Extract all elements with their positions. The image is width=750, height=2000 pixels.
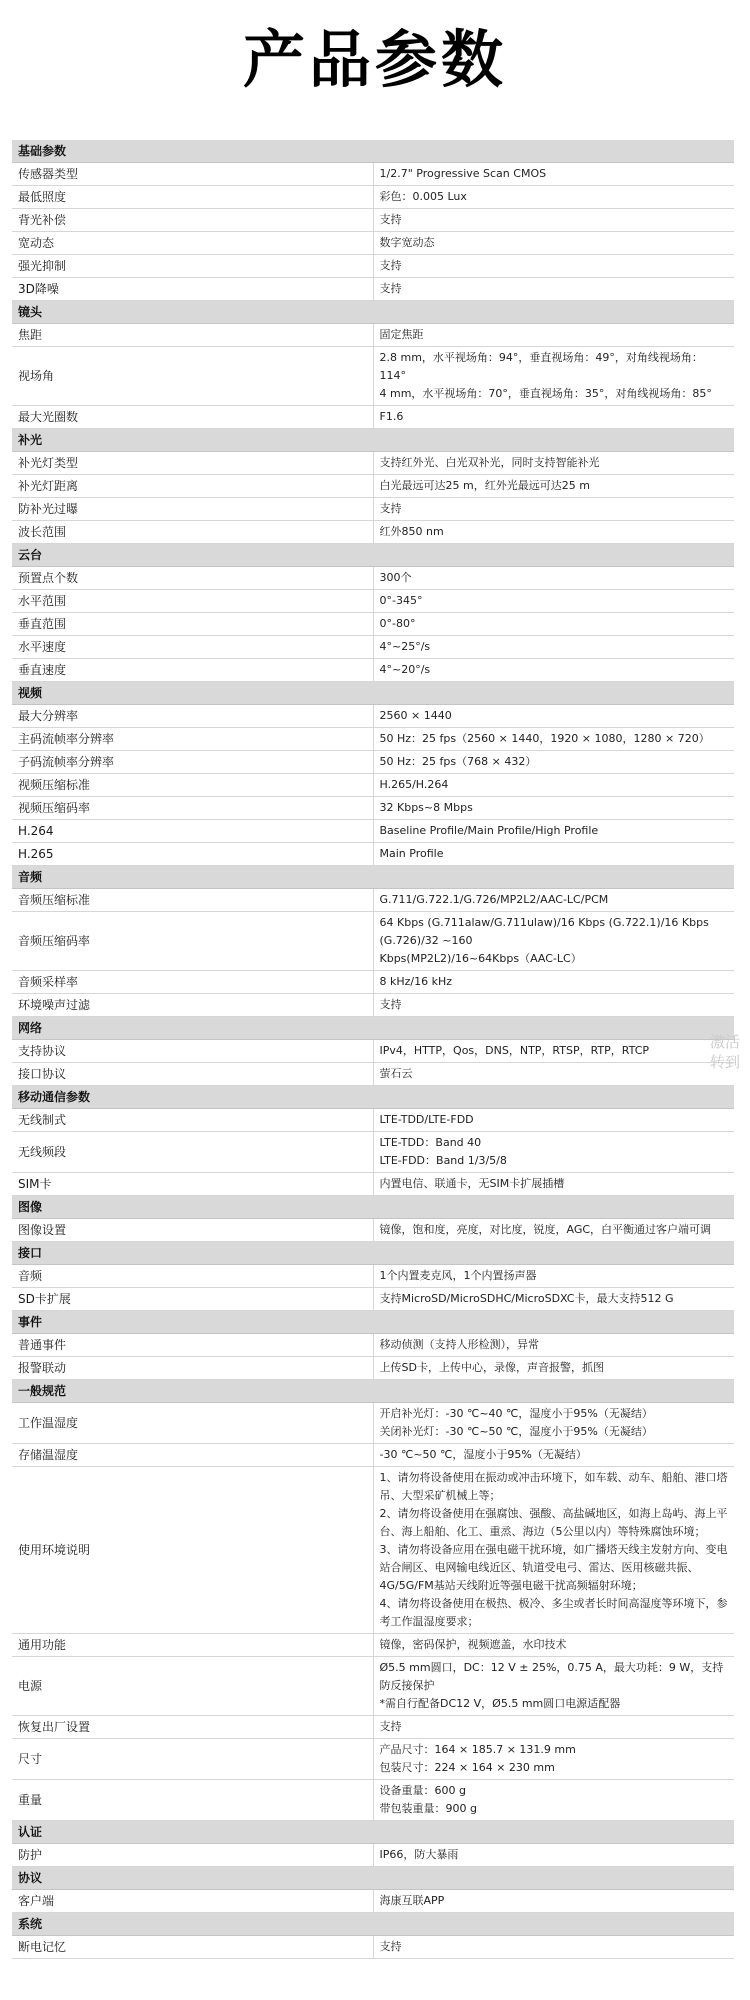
spec-label: 通用功能 — [12, 1634, 373, 1657]
spec-label: 普通事件 — [12, 1334, 373, 1357]
spec-row — [12, 774, 734, 797]
spec-row — [12, 521, 734, 544]
page-title: 产品参数 — [242, 23, 507, 96]
spec-label: 环境噪声过滤 — [12, 994, 373, 1017]
spec-value: 8 kHz/16 kHz — [373, 971, 734, 994]
spec-row — [12, 728, 734, 751]
spec-row — [12, 751, 734, 774]
spec-label: 音频采样率 — [12, 971, 373, 994]
spec-label: 背光补偿 — [12, 209, 373, 232]
spec-row — [12, 475, 734, 498]
spec-row — [12, 1890, 734, 1913]
spec-label: 防护 — [12, 1844, 373, 1867]
section-header-row — [12, 140, 734, 163]
spec-row — [12, 163, 734, 186]
spec-value: 支持 — [373, 255, 734, 278]
spec-label: 主码流帧率分辨率 — [12, 728, 373, 751]
spec-value: 产品尺寸：164 × 185.7 × 131.9 mm 包装尺寸：224 × 164 × 230 mm — [373, 1739, 734, 1780]
spec-value: 支持 — [373, 209, 734, 232]
spec-label: 报警联动 — [12, 1357, 373, 1380]
spec-value: 海康互联APP — [373, 1890, 734, 1913]
spec-row — [12, 255, 734, 278]
section-title: 协议 — [12, 1867, 734, 1890]
spec-row — [12, 971, 734, 994]
section-header-row — [12, 682, 734, 705]
spec-row — [12, 1063, 734, 1086]
spec-label: 无线制式 — [12, 1109, 373, 1132]
section-title: 基础参数 — [12, 140, 734, 163]
section-header-row — [12, 866, 734, 889]
spec-value: IPv4，HTTP，Qos，DNS，NTP，RTSP，RTP，RTCP — [373, 1040, 734, 1063]
spec-value: Baseline Profile/Main Profile/High Profile — [373, 820, 734, 843]
spec-value: 固定焦距 — [373, 324, 734, 347]
spec-row — [12, 994, 734, 1017]
spec-value: 50 Hz：25 fps（2560 × 1440，1920 × 1080，1280 × 720） — [373, 728, 734, 751]
spec-label: 预置点个数 — [12, 567, 373, 590]
spec-row — [12, 1040, 734, 1063]
spec-label: 重量 — [12, 1780, 373, 1821]
section-header-row — [12, 1196, 734, 1219]
spec-row — [12, 406, 734, 429]
spec-label: 支持协议 — [12, 1040, 373, 1063]
spec-value: LTE-TDD/LTE-FDD — [373, 1109, 734, 1132]
spec-table-body — [12, 140, 734, 1959]
spec-value: 设备重量：600 g 带包装重量：900 g — [373, 1780, 734, 1821]
spec-value: 内置电信、联通卡，无SIM卡扩展插槽 — [373, 1173, 734, 1196]
spec-label: 音频 — [12, 1265, 373, 1288]
spec-label: 视场角 — [12, 347, 373, 406]
spec-value: 支持 — [373, 994, 734, 1017]
spec-value: Main Profile — [373, 843, 734, 866]
spec-row — [12, 613, 734, 636]
spec-label: 传感器类型 — [12, 163, 373, 186]
spec-row — [12, 1288, 734, 1311]
spec-value: 4°~20°/s — [373, 659, 734, 682]
spec-label: 接口协议 — [12, 1063, 373, 1086]
section-header-row — [12, 1086, 734, 1109]
spec-row — [12, 1634, 734, 1657]
spec-row — [12, 705, 734, 728]
spec-row — [12, 590, 734, 613]
section-header-row — [12, 1017, 734, 1040]
spec-value: 支持 — [373, 498, 734, 521]
spec-row — [12, 1936, 734, 1959]
spec-value: 4°~25°/s — [373, 636, 734, 659]
spec-value: 上传SD卡，上传中心，录像，声音报警，抓图 — [373, 1357, 734, 1380]
spec-row — [12, 1657, 734, 1716]
spec-value: 300个 — [373, 567, 734, 590]
section-header-row — [12, 1242, 734, 1265]
section-header-row — [12, 1821, 734, 1844]
spec-label: SD卡扩展 — [12, 1288, 373, 1311]
spec-value: 镜像，密码保护，视频遮盖，水印技术 — [373, 1634, 734, 1657]
section-title: 镜头 — [12, 301, 734, 324]
spec-label: 最大分辨率 — [12, 705, 373, 728]
spec-value: Ø5.5 mm圆口，DC：12 V ± 25%，0.75 A，最大功耗：9 W，支持防反接保护 *需自行配备DC12 V，Ø5.5 mm圆口电源适配器 — [373, 1657, 734, 1716]
spec-label: 水平速度 — [12, 636, 373, 659]
spec-label: 补光灯类型 — [12, 452, 373, 475]
spec-label: 视频压缩标准 — [12, 774, 373, 797]
spec-row — [12, 1716, 734, 1739]
section-header-row — [12, 429, 734, 452]
spec-value: -30 ℃~50 ℃，湿度小于95%（无凝结） — [373, 1444, 734, 1467]
spec-value: H.265/H.264 — [373, 774, 734, 797]
section-title: 一般规范 — [12, 1380, 734, 1403]
spec-row — [12, 843, 734, 866]
spec-table — [12, 140, 734, 1959]
spec-row — [12, 209, 734, 232]
spec-value: 64 Kbps (G.711alaw/G.711ulaw)/16 Kbps (G.722.1)/16 Kbps (G.726)/32 ~160 Kbps(MP2L2)/16~64Kbps（AAC-LC） — [373, 912, 734, 971]
section-header-row — [12, 1380, 734, 1403]
spec-label: H.265 — [12, 843, 373, 866]
spec-label: 垂直范围 — [12, 613, 373, 636]
spec-value: 2560 × 1440 — [373, 705, 734, 728]
section-title: 系统 — [12, 1913, 734, 1936]
section-title: 网络 — [12, 1017, 734, 1040]
section-header-row — [12, 301, 734, 324]
spec-row — [12, 1467, 734, 1634]
spec-row — [12, 1780, 734, 1821]
spec-label: SIM卡 — [12, 1173, 373, 1196]
spec-label: 断电记忆 — [12, 1936, 373, 1959]
spec-row — [12, 797, 734, 820]
spec-value: 0°-80° — [373, 613, 734, 636]
spec-value: 数字宽动态 — [373, 232, 734, 255]
spec-label: 补光灯距离 — [12, 475, 373, 498]
section-title: 认证 — [12, 1821, 734, 1844]
spec-label: 无线频段 — [12, 1132, 373, 1173]
spec-value: 32 Kbps~8 Mbps — [373, 797, 734, 820]
section-title: 图像 — [12, 1196, 734, 1219]
spec-label: 音频压缩码率 — [12, 912, 373, 971]
spec-value: LTE-TDD：Band 40 LTE-FDD：Band 1/3/5/8 — [373, 1132, 734, 1173]
spec-label: 垂直速度 — [12, 659, 373, 682]
spec-label: 图像设置 — [12, 1219, 373, 1242]
spec-row — [12, 232, 734, 255]
section-header-row — [12, 1311, 734, 1334]
spec-row — [12, 1403, 734, 1444]
spec-value: 彩色：0.005 Lux — [373, 186, 734, 209]
spec-label: 电源 — [12, 1657, 373, 1716]
spec-row — [12, 278, 734, 301]
spec-row — [12, 889, 734, 912]
section-header-row — [12, 544, 734, 567]
spec-label: 波长范围 — [12, 521, 373, 544]
spec-label: 工作温湿度 — [12, 1403, 373, 1444]
spec-value: 镜像，饱和度，亮度，对比度，锐度，AGC，白平衡通过客户端可调 — [373, 1219, 734, 1242]
spec-label: 焦距 — [12, 324, 373, 347]
section-header-row — [12, 1913, 734, 1936]
spec-label: 尺寸 — [12, 1739, 373, 1780]
spec-value: IP66，防大暴雨 — [373, 1844, 734, 1867]
spec-row — [12, 1357, 734, 1380]
spec-row — [12, 1109, 734, 1132]
activation-watermark: 激活 转到 — [710, 1033, 741, 1071]
spec-value: G.711/G.722.1/G.726/MP2L2/AAC-LC/PCM — [373, 889, 734, 912]
section-title: 云台 — [12, 544, 734, 567]
spec-label: 存储温湿度 — [12, 1444, 373, 1467]
spec-value: 1个内置麦克风，1个内置扬声器 — [373, 1265, 734, 1288]
spec-row — [12, 567, 734, 590]
spec-row — [12, 1334, 734, 1357]
spec-label: 客户端 — [12, 1890, 373, 1913]
spec-row — [12, 1444, 734, 1467]
spec-row — [12, 1844, 734, 1867]
spec-value: 2.8 mm，水平视场角：94°，垂直视场角：49°，对角线视场角：114° 4 mm，水平视场角：70°，垂直视场角：35°，对角线视场角：85° — [373, 347, 734, 406]
spec-label: 最低照度 — [12, 186, 373, 209]
spec-value: 白光最远可达25 m，红外光最远可达25 m — [373, 475, 734, 498]
spec-value: 支持 — [373, 1716, 734, 1739]
spec-value: 1/2.7" Progressive Scan CMOS — [373, 163, 734, 186]
section-title: 视频 — [12, 682, 734, 705]
spec-row — [12, 452, 734, 475]
spec-label: 3D降噪 — [12, 278, 373, 301]
spec-row — [12, 636, 734, 659]
spec-label: 宽动态 — [12, 232, 373, 255]
spec-value: 支持红外光、白光双补光，同时支持智能补光 — [373, 452, 734, 475]
spec-label: 防补光过曝 — [12, 498, 373, 521]
spec-value: 1、请勿将设备使用在振动或冲击环境下，如车载、动车、船舶、港口塔吊、大型采矿机械上等； 2、请勿将设备使用在强腐蚀、强酸、高盐碱地区，如海上岛屿、海上平台、海上船舶、化工、重烝、海边（5公里以内）等特殊腐蚀环境； 3、请勿将设备应用在强电磁干扰环境，如广播塔天线主发射方向、变电站合闸区、电网输电线近区、轨道受电弓、雷达、医用核磁共振、4G/5G/FM基站天线附近等强电磁干扰高频辐射环境； 4、请勿将设备使用在极热、极冷、多尘或者长时间高湿度等环境下，参考工作温湿度要求； — [373, 1467, 734, 1634]
spec-row — [12, 347, 734, 406]
spec-row — [12, 498, 734, 521]
spec-label: 音频压缩标准 — [12, 889, 373, 912]
spec-label: 恢复出厂设置 — [12, 1716, 373, 1739]
section-header-row — [12, 1867, 734, 1890]
spec-value: 支持 — [373, 1936, 734, 1959]
spec-label: 强光抑制 — [12, 255, 373, 278]
spec-row — [12, 1265, 734, 1288]
spec-value: 萤石云 — [373, 1063, 734, 1086]
spec-row — [12, 1173, 734, 1196]
section-title: 音频 — [12, 866, 734, 889]
spec-value: 红外850 nm — [373, 521, 734, 544]
spec-label: H.264 — [12, 820, 373, 843]
spec-row — [12, 912, 734, 971]
spec-label: 最大光圈数 — [12, 406, 373, 429]
spec-row — [12, 324, 734, 347]
spec-row — [12, 186, 734, 209]
spec-value: 开启补光灯：-30 ℃~40 ℃，湿度小于95%（无凝结） 关闭补光灯：-30 ℃~50 ℃，湿度小于95%（无凝结） — [373, 1403, 734, 1444]
spec-label: 子码流帧率分辨率 — [12, 751, 373, 774]
section-title: 事件 — [12, 1311, 734, 1334]
spec-label: 水平范围 — [12, 590, 373, 613]
spec-row — [12, 820, 734, 843]
section-title: 移动通信参数 — [12, 1086, 734, 1109]
spec-label: 使用环境说明 — [12, 1467, 373, 1634]
section-title: 补光 — [12, 429, 734, 452]
spec-value: 50 Hz：25 fps（768 × 432） — [373, 751, 734, 774]
spec-label: 视频压缩码率 — [12, 797, 373, 820]
spec-row — [12, 1739, 734, 1780]
spec-value: 支持MicroSD/MicroSDHC/MicroSDXC卡，最大支持512 G — [373, 1288, 734, 1311]
spec-value: F1.6 — [373, 406, 734, 429]
spec-value: 0°-345° — [373, 590, 734, 613]
spec-value: 支持 — [373, 278, 734, 301]
spec-value: 移动侦测（支持人形检测），异常 — [373, 1334, 734, 1357]
spec-row — [12, 1219, 734, 1242]
spec-row — [12, 1132, 734, 1173]
spec-row — [12, 659, 734, 682]
section-title: 接口 — [12, 1242, 734, 1265]
